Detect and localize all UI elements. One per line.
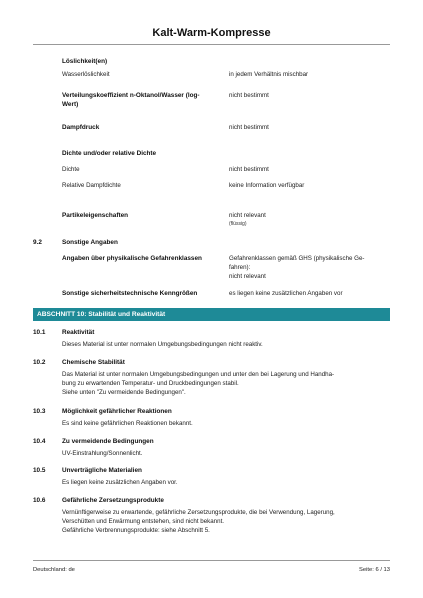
subsection-number-10-6: 10.6: [33, 497, 46, 504]
row-value-partikeleigenschaften: nicht relevant: [229, 212, 266, 219]
section-10-header: [33, 308, 390, 321]
footer-country: Deutschland: de: [33, 567, 75, 573]
row-label-wasserloeslichkeit: Wasserlöslichkeit: [62, 71, 110, 78]
subsection-text-10-6-line2: Verschütten und Erwärmung entstehen, sind nicht bekannt.: [62, 518, 225, 525]
row-value-relative-dampfdichte: keine Information verfügbar: [229, 182, 305, 189]
subsection-number-10-4: 10.4: [33, 438, 46, 445]
row-label-dichte-gruppe: Dichte und/oder relative Dichte: [62, 150, 157, 157]
row-label-sicherheitstechnische-kenngroessen: Sonstige sicherheitstechnische Kenngrößen: [62, 290, 198, 297]
subsection-title-10-6: Gefährliche Zersetzungsprodukte: [62, 497, 164, 504]
row-value-verteilungskoeffizient: nicht bestimmt: [229, 92, 269, 99]
subsection-number-10-2: 10.2: [33, 359, 46, 366]
row-label-dampfdruck: Dampfdruck: [62, 124, 100, 131]
row-label-verteilungskoeffizient-line2: Wert): [62, 101, 79, 108]
row-label-loeslichkeit: Löslichkeit(en): [62, 58, 108, 65]
row-label-partikeleigenschaften: Partikeleigenschaften: [62, 212, 129, 219]
subsection-text-10-4: UV-Einstrahlung/Sonnenlicht.: [62, 450, 143, 457]
subsection-title-10-1: Reaktivität: [62, 329, 95, 336]
subsection-text-10-2-line2: bung zu erwartenden Temperatur- und Druckbedingungen stabil.: [62, 380, 239, 387]
row-label-verteilungskoeffizient: Verteilungskoeffizient n-Oktanol/Wasser (log-: [62, 92, 200, 99]
header-divider: [33, 44, 390, 45]
subsection-number-10-5: 10.5: [33, 467, 46, 474]
subsection-title-10-3: Möglichkeit gefährlicher Reaktionen: [62, 408, 172, 415]
footer-page-number: Seite: 6 / 13: [359, 567, 390, 573]
row-label-relative-dampfdichte: Relative Dampfdichte: [62, 182, 121, 189]
subsection-text-10-2-line3: Siehe unten "Zu vermeidende Bedingungen".: [62, 389, 186, 396]
subsection-text-10-6-line1: Vernünftigerweise zu erwartende, gefährliche Zersetzungsprodukte, die bei Verwendung, Lagerung,: [62, 509, 335, 516]
section-10-header-text: ABSCHNITT 10: Stabilität und Reaktivität: [37, 311, 166, 318]
subsection-number-10-3: 10.3: [33, 408, 46, 415]
row-value-wasserloeslichkeit: in jedem Verhältnis mischbar: [229, 71, 309, 78]
subsection-text-10-2-line1: Das Material ist unter normalen Umgebungsbedingungen und unter den bei Lagerung und Handha-: [62, 371, 335, 378]
row-value-physikalische-gefahrenklassen-3: nicht relevant: [229, 273, 266, 280]
subsection-title-9-2: Sonstige Angaben: [62, 239, 118, 246]
subsection-title-10-2: Chemische Stabilität: [62, 359, 125, 366]
document-title: Kalt-Warm-Kompresse: [152, 27, 271, 39]
row-note-partikeleigenschaften: (flüssig): [229, 221, 247, 227]
row-label-physikalische-gefahrenklassen: Angaben über physikalische Gefahrenklassen: [62, 255, 202, 262]
row-value-dampfdruck: nicht bestimmt: [229, 124, 269, 131]
subsection-text-10-3: Es sind keine gefährlichen Reaktionen bekannt.: [62, 420, 193, 427]
subsection-text-10-5: Es liegen keine zusätzlichen Angaben vor.: [62, 479, 178, 486]
row-label-dichte: Dichte: [62, 166, 80, 173]
row-value-physikalische-gefahrenklassen-1: Gefahrenklassen gemäß GHS (physikalische Ge-: [229, 255, 365, 262]
subsection-text-10-6-line3: Gefährliche Verbrennungsprodukte: siehe Abschnitt 5.: [62, 527, 210, 534]
subsection-number-10-1: 10.1: [33, 329, 46, 336]
subsection-number-9-2: 9.2: [33, 239, 42, 246]
row-value-dichte: nicht bestimmt: [229, 166, 269, 173]
subsection-title-10-5: Unverträgliche Materialien: [62, 467, 142, 474]
subsection-title-10-4: Zu vermeidende Bedingungen: [62, 438, 154, 445]
footer-divider: [33, 560, 390, 561]
row-value-sicherheitstechnische-kenngroessen: es liegen keine zusätzlichen Angaben vor: [229, 290, 343, 297]
subsection-text-10-1: Dieses Material ist unter normalen Umgebungsbedingungen nicht reaktiv.: [62, 341, 263, 348]
row-value-physikalische-gefahrenklassen-2: fahren):: [229, 264, 251, 271]
